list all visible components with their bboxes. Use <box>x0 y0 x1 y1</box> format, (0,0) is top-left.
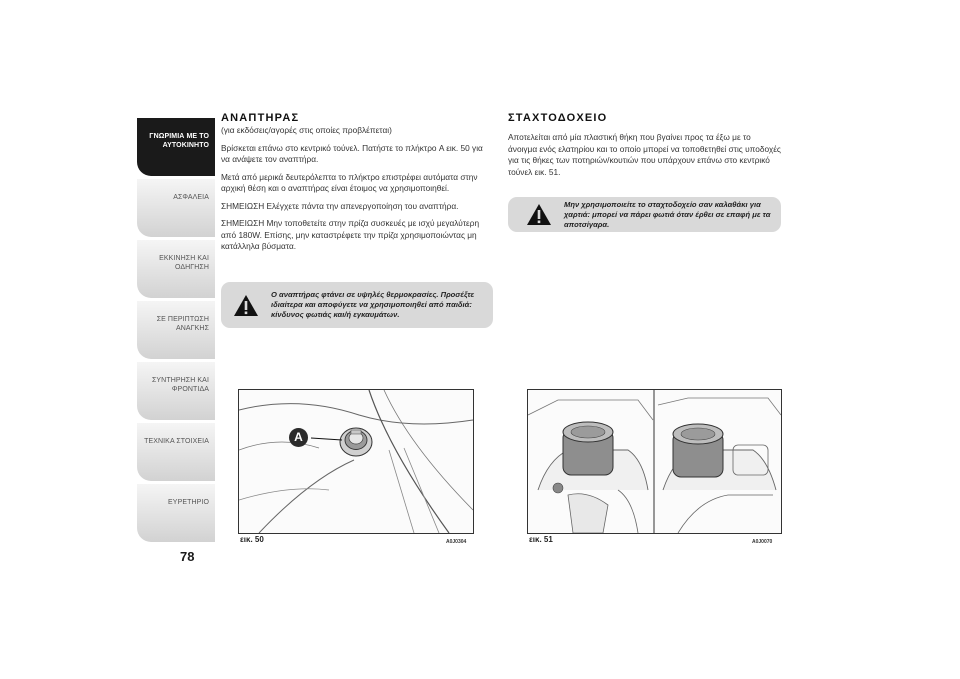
ashtray-illustration <box>528 390 781 533</box>
ashtray-paragraph: Αποτελείται από μία πλαστική θήκη που βγαίνει προς τα έξω με το άνοιγμα ενός ελατηρίου και το οποίο μπορεί να τοποθετηθεί στις υποδοχές για τις θήκες των ποτηριών/κουτιών που υπάρχουν επάνω στο κεντρικό τούνελ εικ. 51. <box>508 132 781 177</box>
tab-index[interactable] <box>137 484 215 542</box>
lighter-note: ΣΗΜΕΙΩΣΗ Ελέγχετε πάντα την απενεργοποίηση του αναπτήρα. <box>221 200 459 211</box>
lighter-paragraph: Βρίσκεται επάνω στο κεντρικό τούνελ. Πατήστε το πλήκτρο A εικ. 50 για να ανάψετε τον αναπτήρα. <box>221 142 483 164</box>
lighter-warning-text: Ο αναπτήρας φτάνει σε υψηλές θερμοκρασίες. Προσέξτε ιδιαίτερα και αποφύγετε να χρησιμοποιηθεί από παιδιά: κίνδυνος φωτιάς και/ή εγκαυμάτων. <box>271 290 475 319</box>
chapter-tabs <box>137 118 215 545</box>
tab-maintenance[interactable] <box>137 362 215 420</box>
tab-technical-data[interactable] <box>137 423 215 481</box>
figure-caption: εικ. 51 <box>529 535 553 544</box>
ashtray-warning-box <box>508 197 781 232</box>
tab-label: ΤΕΧΝΙΚΑ ΣΤΟΙΧΕΙΑ <box>144 438 209 445</box>
tab-safety[interactable] <box>137 179 215 237</box>
tab-label: ΣΥΝΤΗΡΗΣΗ ΚΑΙ ΦΡΟΝΤΙΔΑ <box>151 377 209 393</box>
lighter-subheading: (για εκδόσεις/αγορές στις οποίες προβλέπεται) <box>221 125 392 135</box>
tab-label: ΑΣΦΑΛΕΙΑ <box>173 194 209 201</box>
ashtray-warning-text: Μην χρησιμοποιείτε το σταχτοδοχείο σαν καλαθάκι για χαρτιά: μπορεί να πάρει φωτιά όταν έρθει σε επαφή με τα αποτσίγαρα. <box>564 199 771 229</box>
tab-getting-to-know-car[interactable] <box>137 118 215 176</box>
lighter-note: ΣΗΜΕΙΩΣΗ Μην τοποθετείτε στην πρίζα συσκευές με ισχύ μεγαλύτερη από 180W. Επίσης, μην καταστρέφετε την πρίζα χρησιμοποιώντας μη κατάλληλα βύσματα. <box>221 218 480 251</box>
lighter-warning-box <box>221 282 493 328</box>
tab-label: ΓΝΩΡΙΜΙΑ ΜΕ ΤΟ ΑΥΤΟΚΙΝΗΤΟ <box>149 133 209 149</box>
figure-lighter <box>238 389 474 534</box>
tab-emergency[interactable] <box>137 301 215 359</box>
lighter-heading: ΑΝΑΠΤΗΡΑΣ <box>221 112 300 124</box>
figure-code: A0J0070 <box>752 539 773 545</box>
callout-a: A <box>289 428 308 447</box>
figure-code: A0J0304 <box>446 539 467 545</box>
ashtray-heading: ΣΤΑΧΤΟΔΟΧΕΙΟ <box>508 112 608 124</box>
tab-label: ΣΕ ΠΕΡΙΠΤΩΣΗ ΑΝΑΓΚΗΣ <box>156 316 209 332</box>
figure-caption: εικ. 50 <box>240 535 264 544</box>
page-number: 78 <box>180 549 195 564</box>
lighter-section <box>221 112 493 259</box>
figure-ashtray <box>527 389 782 534</box>
warning-triangle-icon <box>526 203 552 226</box>
lighter-illustration <box>239 390 473 533</box>
tab-label: ΕΥΡΕΤΗΡΙΟ <box>168 499 209 506</box>
warning-triangle-icon <box>233 294 259 317</box>
tab-starting-driving[interactable] <box>137 240 215 298</box>
tab-label: ΕΚΚΙΝΗΣΗ ΚΑΙ ΟΔΗΓΗΣΗ <box>159 255 209 271</box>
lighter-paragraph: Μετά από μερικά δευτερόλεπτα το πλήκτρο επιστρέφει αυτόματα στην αρχική θέση και ο αναπτήρας είναι έτοιμος να χρησιμοποιηθεί. <box>221 171 478 193</box>
ashtray-section <box>508 112 782 184</box>
